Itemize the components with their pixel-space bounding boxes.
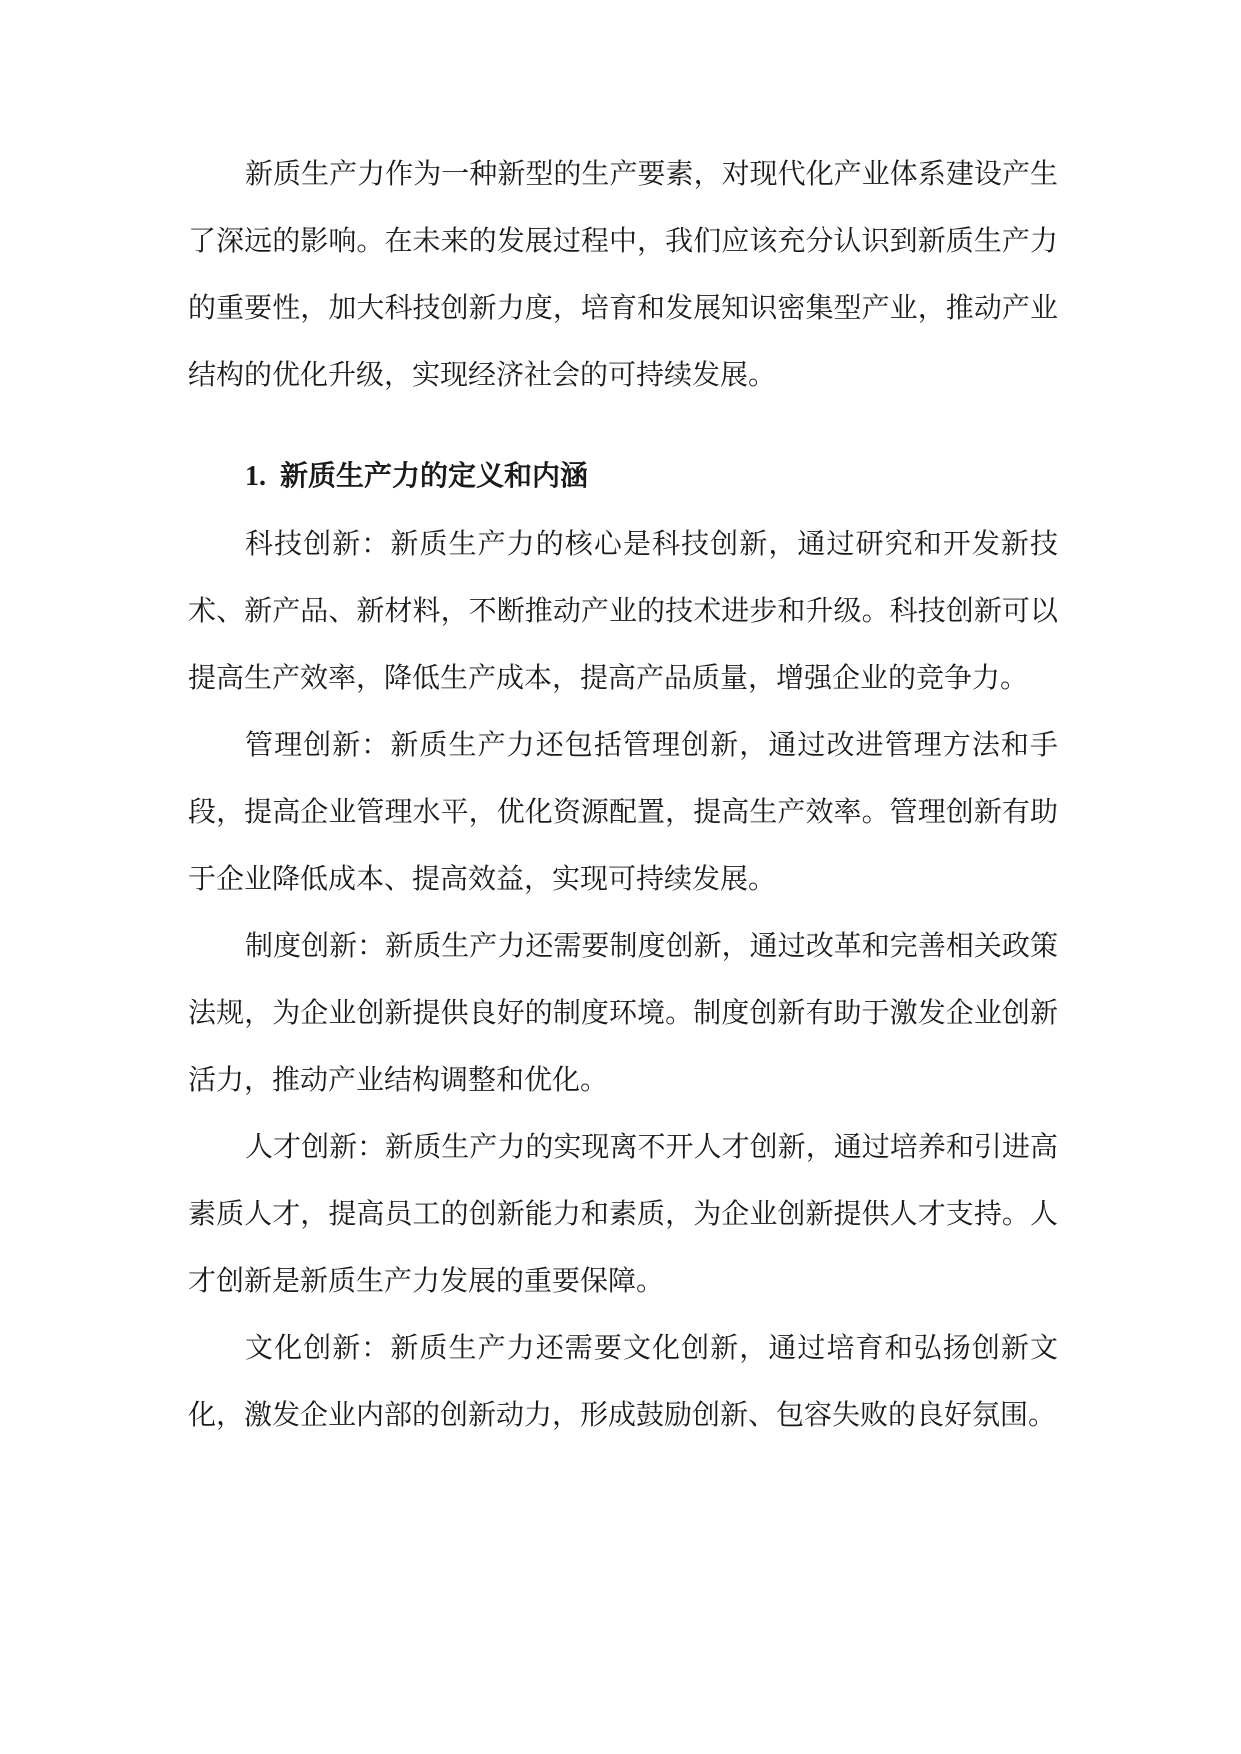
- intro-paragraph: 新质生产力作为一种新型的生产要素，对现代化产业体系建设产生了深远的影响。在未来的发展过程中，我们应该充分认识到新质生产力的重要性，加大科技创新力度，培育和发展知识密集型产业，推动产业结构的优化升级，实现经济社会的可持续发展。: [188, 157, 1058, 391]
- section-number: 1.: [245, 461, 266, 492]
- paragraph-management-innovation: 管理创新：新质生产力还包括管理创新，通过改进管理方法和手段，提高企业管理水平，优化资源配置，提高生产效率。管理创新有助于企业降低成本、提高效益，实现可持续发展。: [188, 728, 1058, 895]
- paragraph-institutional-innovation: 制度创新：新质生产力还需要制度创新，通过改革和完善相关政策法规，为企业创新提供良好的制度环境。制度创新有助于激发企业创新活力，推动产业结构调整和优化。: [188, 929, 1058, 1096]
- paragraph-tech-innovation: 科技创新：新质生产力的核心是科技创新，通过研究和开发新技术、新产品、新材料，不断推动产业的技术进步和升级。科技创新可以提高生产效率，降低生产成本，提高产品质量，增强企业的竞争力。: [188, 527, 1058, 694]
- section-title: 新质生产力的定义和内涵: [280, 459, 589, 492]
- document-body: [188, 140, 1058, 1448]
- paragraph-talent-innovation: 人才创新：新质生产力的实现离不开人才创新，通过培养和引进高素质人才，提高员工的创新能力和素质，为企业创新提供人才支持。人才创新是新质生产力发展的重要保障。: [188, 1130, 1058, 1297]
- section-heading: [188, 442, 1058, 510]
- paragraph-culture-innovation: 文化创新：新质生产力还需要文化创新，通过培育和弘扬创新文化，激发企业内部的创新动力，形成鼓励创新、包容失败的良好氛围。: [188, 1331, 1058, 1431]
